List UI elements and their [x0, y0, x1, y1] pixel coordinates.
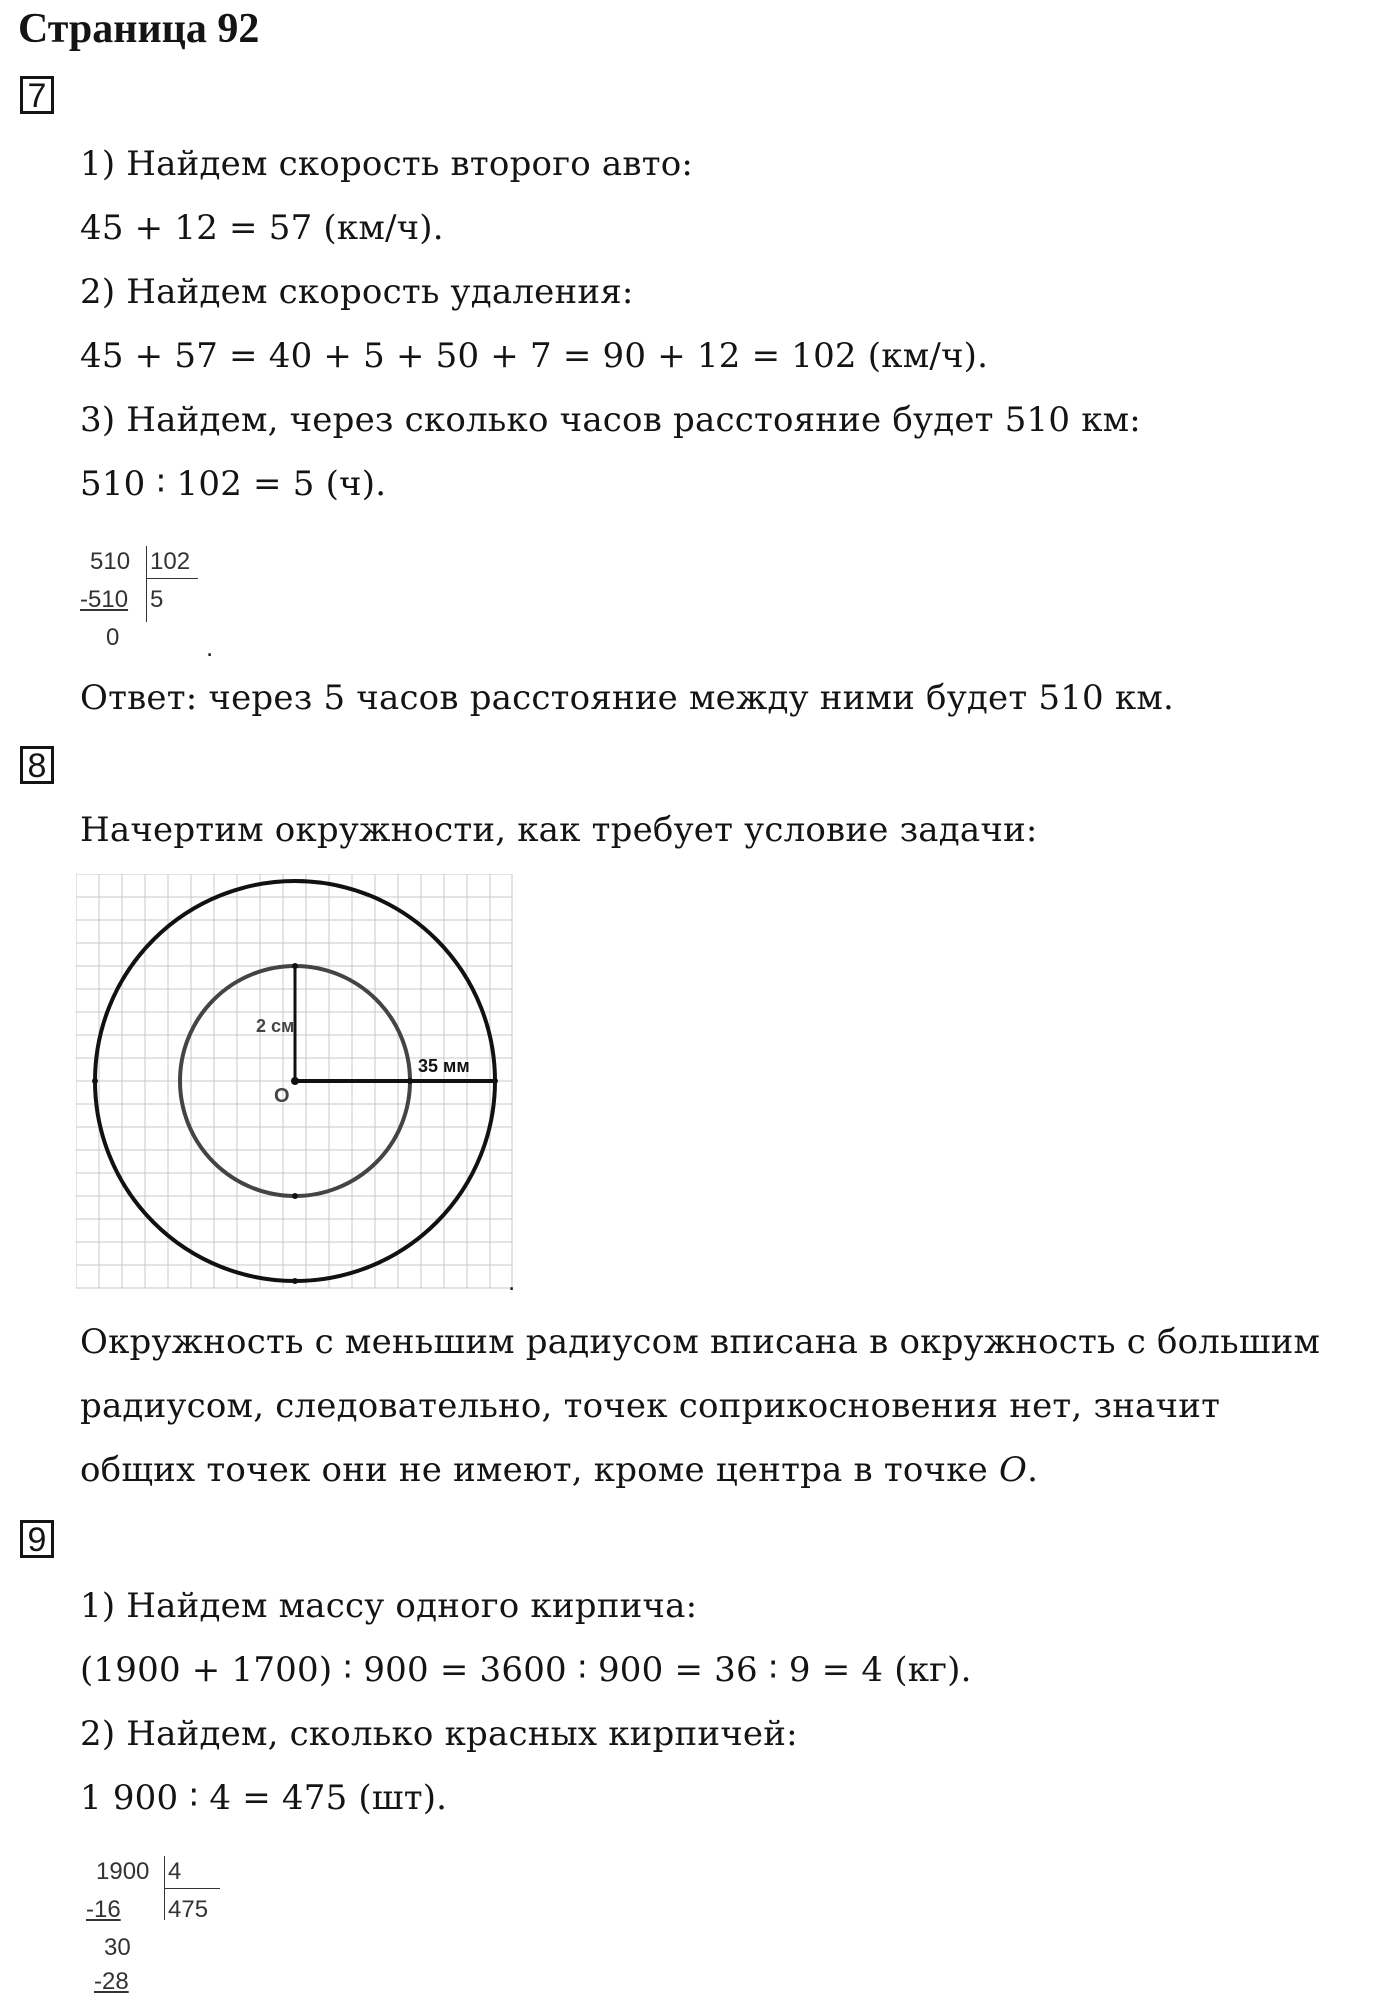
page-title: Страница 92 [18, 6, 260, 52]
task-number-8: 8 [20, 746, 54, 784]
task8-text-line-3-text: общих точек они не имеют, кроме центра в точке [80, 1450, 989, 1490]
task-number-9: 9 [20, 1520, 54, 1558]
point-small-bottom [292, 1193, 298, 1199]
task9-line-2: (1900 + 1700) ∶ 900 = 3600 ∶ 900 = 36 ∶ 9 = 4 (кг). [80, 1650, 972, 1690]
task7-line-1: 1) Найдем скорость второго авто: [80, 144, 694, 184]
division-divisor: 102 [150, 548, 191, 575]
task9-line-3: 2) Найдем, сколько красных кирпичей: [80, 1714, 798, 1754]
point-large-bottom [292, 1278, 298, 1284]
point-large-right [492, 1078, 498, 1084]
center-point [291, 1077, 299, 1085]
task-number-7: 7 [20, 76, 54, 114]
task7-line-5: 3) Найдем, через сколько часов расстояние будет 510 км: [80, 400, 1141, 440]
point-small-right [407, 1078, 413, 1084]
task8-text-line-2: радиусом, следовательно, точек соприкосновения нет, значит [80, 1386, 1221, 1426]
task7-line-2: 45 + 12 = 57 (км/ч). [80, 208, 444, 248]
task8-intro: Начертим окружности, как требует условие задачи: [80, 810, 1038, 850]
division-divisor-underline [164, 1888, 220, 1889]
label-center: О [274, 1085, 290, 1107]
task7-line-6: 510 ∶ 102 = 5 (ч). [80, 464, 387, 504]
task7-line-3: 2) Найдем скорость удаления: [80, 272, 634, 312]
task9-line-1: 1) Найдем массу одного кирпича: [80, 1586, 698, 1626]
point-large-left [92, 1078, 98, 1084]
task9-line-4: 1 900 ∶ 4 = 475 (шт). [80, 1778, 448, 1818]
division-subtract: -510 [80, 586, 129, 613]
task8-text-line-3 [80, 1450, 1038, 1490]
division-quotient: 475 [168, 1896, 209, 1923]
task8-text-line-1: Окружность с меньшим радиусом вписана в окружность с большим [80, 1322, 1321, 1362]
label-small-radius: 2 см [256, 1016, 295, 1036]
division-trailing-dot: . [206, 632, 214, 662]
division-divisor: 4 [168, 1858, 182, 1885]
end-period: . [1027, 1450, 1039, 1490]
task7-answer: Ответ: через 5 часов расстояние между ними будет 510 км. [80, 678, 1174, 718]
division-vertical-bar [146, 546, 147, 622]
division-quotient: 5 [150, 586, 164, 613]
figure-trailing-dot: . [508, 1266, 516, 1296]
task7-line-4: 45 + 57 = 40 + 5 + 50 + 7 = 90 + 12 = 102 (км/ч). [80, 336, 989, 376]
division-step-2: 30 [104, 1934, 131, 1961]
circles-figure [76, 874, 516, 1294]
division-dividend: 1900 [96, 1858, 150, 1885]
division-remainder: 0 [106, 624, 120, 651]
point-small-top [292, 963, 298, 969]
division-step-3: -28 [94, 1968, 129, 1995]
division-divisor-underline [146, 578, 198, 579]
division-dividend: 510 [90, 548, 131, 575]
center-symbol: O [999, 1450, 1028, 1490]
label-large-radius: 35 мм [418, 1056, 470, 1076]
division-step-1: -16 [86, 1896, 121, 1923]
